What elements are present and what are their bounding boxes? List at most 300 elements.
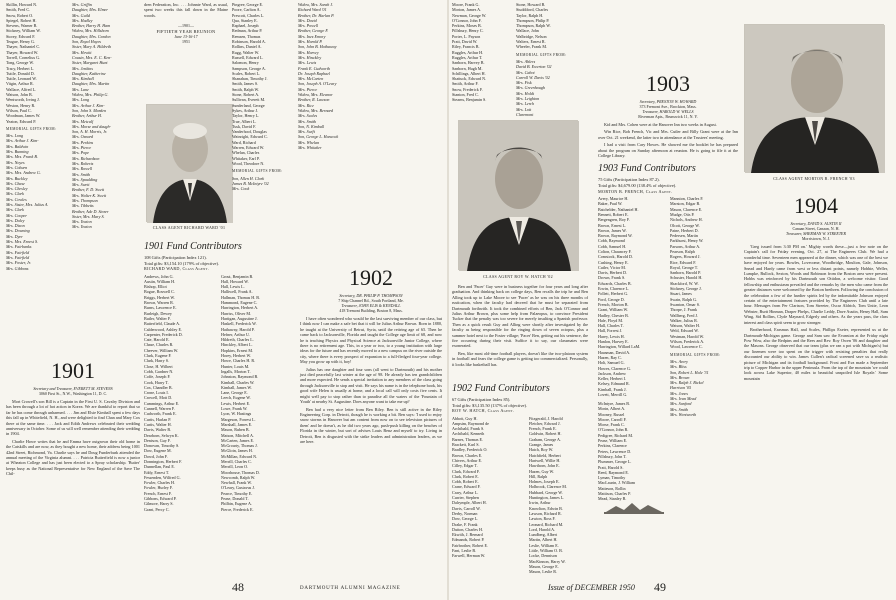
list-item: Ruggles, Arthur H. [452, 49, 484, 55]
list-item: Mrs. Noyes [6, 159, 25, 165]
list-item: Kimball, Frank J. [598, 386, 627, 392]
list-item: Mrs. David [298, 17, 317, 23]
list-item: Hale, Floyd M. [598, 317, 624, 323]
list-item: Barnes, Thomas E. [452, 436, 484, 442]
list-item: Hinckley, Albert L. [221, 342, 253, 348]
list-item: Follett, Herbert G. [598, 291, 629, 297]
list-item: Cheever, William W. [144, 347, 179, 353]
list-item: Stone, Robert A. [232, 92, 260, 98]
photo-caption-hatch: CLASS AGENT ROY W. HATCH '02 [483, 274, 553, 279]
list-item: Widow, Mrs. Hillsboro [72, 28, 110, 34]
list-item: McGroarty, Thomas J. [221, 443, 258, 449]
class-1901-news-paragraph: Mort Crowell's son Bill is a Captain in the First U. S. Cavalry Division and has been through a lot of hot action in Korea. We are thankful to report that so far he has come through unharmed. . . . Jim and Elsie Kimball spent a few days this fall up in Whitefield, N. H., and were delighted to find Chan and Mary Cox there at the same time. . . . Jack and Edith Andrews celebrated their wedding anniversary in October. Some of us will well remember attending their wedding in 1904. [6, 399, 140, 437]
list-item: Pearce, Timothy E. [221, 490, 253, 496]
list-item: Harrington, Herbert A. [221, 305, 259, 311]
list-item: Mrs. Clark [6, 207, 24, 213]
list-item: Mrs. Clark [6, 191, 24, 197]
class-1902-treasurer-address: 418 Tremont Building, Boston 8, Mass. [339, 308, 403, 313]
memorial-list [670, 359, 738, 417]
list-item: Hall, Forrest J. [598, 328, 623, 334]
list-item: Mrs. Hadley [72, 17, 93, 23]
list-item: Cunnell, Warren F. [144, 406, 175, 412]
list-item: Briggs, Herbert W. [144, 294, 175, 300]
left-col-1 [6, 2, 70, 271]
list-item: Mason, Ruben B. [221, 427, 250, 433]
list-item: Tuttle, Leonard W. [6, 76, 37, 82]
list-item: Remsen, Thomas [232, 33, 261, 39]
fund-list-column [221, 274, 294, 512]
list-item: Mrs. Cowles [6, 196, 27, 202]
list-item: Sanborn, Harvey B. [452, 60, 485, 66]
list-item: Walters, Ernest R. [516, 39, 546, 45]
list-item: Hopkins, Ernest M. [221, 347, 254, 353]
list-item: Colton, Chauncey F. [598, 249, 632, 254]
list-item: Son, Royal Hayes [72, 39, 101, 45]
fund-list-column [529, 416, 602, 575]
list-item: Scales, Robert L. [232, 70, 261, 76]
list-item: Close, H. Wilbert [144, 363, 173, 369]
list-item: Plummer, George L. [598, 459, 632, 465]
list-item: Brown, Ernest L. [598, 222, 627, 228]
list-item: Stickney, George J. [670, 286, 702, 292]
list-item: Daughter, Katherine [72, 70, 106, 76]
list-item: Ford, George D. [598, 296, 625, 302]
list-item: Cate, Harold E. [144, 337, 170, 343]
list-item: Torrell, Cornelius G. [6, 54, 41, 60]
list-item: Salomon, Henry [232, 60, 259, 66]
class-1902-secretary: Secretary, DR. PHILIP P. THOMPSON [339, 293, 403, 298]
list-item: Robinson, Harold A. [232, 39, 266, 45]
list-item: Widow, Mrs. Eleanor [298, 92, 333, 98]
fund-list-subcolumn [670, 196, 738, 350]
list-item: Frank E. Cudworth [298, 65, 330, 71]
list-item: Mrs. Wentworth [670, 411, 697, 417]
list-item: Edwards, Charles B. [598, 280, 632, 286]
list-item: Mrs. Hinckley [298, 54, 322, 60]
list-item: Mrs. Chase [6, 180, 25, 186]
class-1902-contributor-list [232, 2, 296, 166]
list-item: Smith, Ralph W. [232, 86, 260, 92]
reunion-year: 1951 [182, 39, 190, 45]
list-item: Carpenter, Frederick D. [144, 331, 183, 337]
list-item: Hathaway, Harold P. [221, 326, 255, 332]
list-item: Hazen, Ray C. [598, 354, 622, 360]
fund-list-column [598, 196, 666, 417]
photo-caption-french: CLASS AGENT MORTON B. FRENCH '03 [773, 176, 855, 181]
list-item: Mrs. Gibbons [6, 265, 29, 271]
class-1902-contributor-list [452, 2, 514, 103]
list-item: Vanderhoof, Douglas [232, 129, 267, 135]
list-item: Chivers, Arthur E. [452, 457, 483, 463]
list-item: Morton, James A. [452, 7, 482, 13]
list-item: Fessenden, Wilfred G. [144, 474, 181, 480]
list-item: Jackson, Andrew [598, 370, 626, 376]
list-item: True, Albert L. [232, 118, 257, 124]
list-item: Parkhurst, Henry W. [670, 238, 704, 244]
list-item: Thompson, Ralph W. [516, 23, 551, 29]
class-agent-ward-photo [146, 104, 232, 222]
photo-caption-ward: CLASS AGENT RICHARD WARD '01 [152, 225, 226, 230]
class-1902-column [300, 262, 442, 588]
class-1904-secretary: Secretary, DAVID S. AUSTIN II [790, 221, 842, 226]
list-item: Cummings, Arthur E. [144, 400, 180, 406]
class-1902-news-paragraph: Ben and 'Pacer' Guy were in business together for four years and long after graduation. And thinking back on college days, Ben recalls the trip he and Ben Alling took up to Lake Moore to see 'Pacer' as he was on his three months of rustication, when the faculty had decreed that he must be separated from Dartmouth forthwith. It took the combined efforts of Ben, Jack O'Connor and Julius Arthur Brown, plus some help from Palaeopus, to convince President Tucker that the penalty was too severe for merely insulting a Spanish professor. Then as a quick result Guy and Alling were shortly after investigated by the faculty as being responsible for the ringing down of seven octopus, plus a summer hotel next to the Foster village; 'Pacer' Ben, getting out his sentence, the fire occurring during their visit. Suffice it to say, our classmates were exonerated. [452, 284, 588, 349]
list-item: Hausman, David A. [598, 349, 631, 355]
memorial-list-continued [298, 2, 364, 150]
list-item: Thorpe, J. Frank [670, 307, 698, 313]
list-item: Brown, Raymond W. [598, 233, 633, 239]
list-item: Spiegel, Robert H. [6, 17, 37, 23]
list-item: Snow, Robert O. [6, 12, 34, 18]
list-item: Mrs. Mrs. Andrew G. [6, 170, 41, 176]
list-item: Thayer, Howard W. [6, 49, 39, 55]
page-number-left: 48 [232, 580, 244, 594]
list-item: Poore, Carlton A. [232, 7, 261, 13]
list-item: Holbrook, Clarence M. [529, 484, 567, 490]
list-item: Margeson, Forrest L. [221, 416, 256, 422]
list-item: Batchelder, Nathaniel H. [598, 206, 639, 212]
list-item: Warren, Edward W. [232, 145, 265, 151]
list-item: Philbin, Eugene A. [221, 501, 252, 507]
right-page [448, 0, 896, 600]
list-item: Mrs. Sister, Mrs. Julius A. [6, 201, 49, 207]
list-item: Leonard, Richard M. [529, 521, 564, 527]
list-item: Comstock, Harold D. [598, 254, 634, 260]
class-1903-news-paragraph: I had a visit from Cary Howes. He showed me the booklet he has prepared about the program on Sunday afternoon at reunion. He is going to file it at the College Library. [598, 142, 738, 159]
class-1904-address: Canaan Street, Canaan, N. H. [792, 226, 840, 231]
list-item: Fowler, Hurley F. [144, 485, 173, 491]
list-item: Shackford, W. W. [670, 280, 699, 286]
memorial-list [6, 133, 70, 271]
class-1901-column [6, 355, 140, 595]
fund-list-1901 [144, 274, 294, 512]
list-item: Carroll W. Davis '02 [516, 74, 550, 80]
list-item: Tracy, Herbert L. [6, 65, 35, 71]
list-item: Claremont [516, 111, 534, 117]
list-item: Matson, Mitchell A. [221, 432, 254, 438]
list-item: McMillan, Edward N. [221, 453, 258, 459]
fund-total-1903: Total gifts: $4,679.00 (138.4% of objective). [598, 183, 677, 189]
list-item: Son, N. Kimball [298, 123, 325, 129]
list-item: Bennett, Robert E. [598, 211, 629, 217]
list-item: Mrs. Cabot [516, 69, 535, 75]
list-item: Widow, Mrs. Sarah J. [298, 2, 334, 7]
list-item: Knowlton, Edwin B. [529, 505, 563, 511]
fund-list-column [452, 416, 525, 575]
fund-title-1902: 1902 Fund Contributors [452, 383, 550, 394]
class-agent-french-photo [744, 24, 884, 172]
list-item: Hall, Howard W. [221, 278, 249, 284]
list-item: Leech, Eugene W. [221, 395, 251, 401]
list-item: Snow, Frederick F. [452, 86, 483, 92]
list-item: Thompson, Philip P. [516, 17, 550, 23]
list-item: Grant, Percy C. [144, 506, 170, 512]
fund-list-column [670, 196, 738, 417]
list-item: Curtis, Walter H. [144, 421, 172, 427]
list-item: Dr. Joseph Raphael [298, 70, 331, 76]
list-item: Pearson, Ralph [670, 249, 695, 254]
list-item: Harrison '05 [670, 385, 692, 391]
list-item: Pease, William E. [598, 438, 628, 444]
list-item: Son, John B. Hathaway [298, 44, 337, 50]
list-item: Cobb, Robert E. [452, 479, 479, 485]
list-item: Bogue, Roswell C. [144, 289, 175, 295]
class-1904-column [744, 190, 888, 582]
list-item: Bishop, Elliot [144, 284, 167, 290]
list-item: Mrs. Metcalf [72, 118, 94, 124]
list-item: McGloin, James H. [221, 448, 253, 454]
class-1903-news-paragraph: Kid and Mrs. Cohen were at the Hanover Inn two weeks in August. [604, 122, 717, 127]
list-item: Matteson, Rollin [598, 485, 626, 491]
fund-stats-1901: 108 Gifts (Participation Index 121). [144, 255, 207, 260]
memorial-label: MEMORIAL GIFTS FROM: [670, 352, 721, 357]
list-item: Lundberg, Albert [529, 532, 558, 538]
list-item: Currier, Stephen [452, 495, 479, 501]
list-item: Harey, Lewis H. [598, 333, 625, 339]
list-item: Mrs. Ralph J. Bickel [670, 380, 704, 386]
list-item: David B. Ewerton '02 [516, 64, 552, 70]
list-item: Son, Joseph A. O'Leary [298, 81, 337, 87]
list-item: Mrs. Whelan [298, 139, 320, 145]
list-item: Mrs. Downing [6, 228, 30, 234]
list-item: Chase, Charles R. [144, 342, 174, 348]
list-item: Clark, Eugene F. [144, 353, 172, 359]
list-item: Stearns, Benjamin S. [452, 97, 487, 103]
fund-contributors-1902 [452, 378, 602, 584]
list-item: Calderwood, Ashley E. [144, 326, 182, 332]
list-item: Leslie, William E. [529, 542, 559, 548]
list-item: Davis, Walter B. [144, 427, 172, 433]
list-item: Perkins, Clarence [598, 443, 627, 449]
list-item: Whelan, Charles [232, 150, 260, 156]
list-item: Brother, R. Lawson [298, 97, 330, 103]
list-item: McIntyre, James B. [598, 401, 631, 406]
list-item: Wilson, Frederick A. [670, 339, 705, 345]
list-item: Mrs. Harvey [298, 49, 319, 55]
class-1903-secretary: Secretary, PRESTON W. HOWARD [639, 99, 697, 104]
list-item: Storey, Edward F. [6, 33, 36, 39]
list-item: Kelsey, Edmund R. [598, 381, 630, 387]
list-item: Taylor, Henry L. [232, 113, 260, 119]
list-item: Olcott, George W. [670, 222, 700, 228]
list-item: Mrs. Coburn [6, 164, 28, 170]
list-item: Brother, Arthur H. [72, 113, 103, 119]
list-item: Wood, Theodore N. [232, 160, 265, 166]
list-item: Daughter, Mrs. Martin [72, 81, 110, 87]
list-item: Tong, George W. [6, 60, 34, 66]
list-item: Sanborn, Hugh M. [452, 65, 483, 71]
list-item: Walbridge, Nelson [516, 33, 547, 39]
list-item: Mrs. Dyer [6, 233, 23, 239]
list-item: Kimball, James W. [221, 384, 252, 390]
class-1901-secretary: Secretary and Treasurer, EVERETT M. STEVENS [33, 386, 113, 391]
list-item: Mrs. Griffin [72, 2, 92, 7]
class-1902-contributor-list [516, 2, 580, 50]
class-1901-heading: 1901 [51, 358, 95, 383]
list-item: Mrs. Cooper [6, 212, 27, 218]
class-1904-treasurer: Treasurer, SHERMAN W. STREETER [786, 231, 846, 236]
class-1903-address: 373 Fremont Ave., Brockton, Mass. [639, 104, 697, 109]
list-item: Keller, Herbert I. [598, 376, 627, 382]
list-item: Rollins, Daniel A. [232, 44, 262, 50]
list-item: Rogers, Howard J. [670, 254, 701, 260]
list-item: Russell, Edward L. [232, 54, 264, 60]
list-item: Donovan, Timothy S. [144, 443, 180, 449]
list-item: Mrs. Swett [72, 182, 90, 188]
list-item: Hadley, Chester B. [598, 312, 629, 318]
list-item: Mrs. Morse and daugh- [72, 123, 111, 129]
list-item: Smith, Fred C. [6, 7, 31, 13]
list-item: Hill, Ralph [529, 473, 548, 479]
list-item: Avery, Maurice H. [598, 196, 629, 202]
list-item: Mrs. Lane [72, 86, 89, 92]
list-item: Mrs. Perkins [72, 139, 94, 145]
class-1902-column-continued [452, 284, 588, 376]
list-item: Ekwith, J. Bernard [452, 532, 483, 538]
class-1903-heading: 1903 [646, 71, 690, 96]
list-item: Mannion, Charles F. [670, 196, 704, 202]
list-item: Hunter, Louis M. [221, 363, 250, 369]
list-item: Tusk, David F. [232, 123, 257, 129]
list-item: Hefner, Arthur U. [221, 331, 250, 337]
list-item: Paine, Herbert D. [670, 227, 699, 233]
list-item: Rugg, Walter W. [232, 49, 260, 55]
list-item: Hall, Charles T. [598, 323, 624, 329]
memorial-label: MEMORIAL GIFTS FROM: [232, 169, 283, 174]
list-item: Cutler, Victor M. [598, 264, 626, 270]
list-item: Locke, Dennison [529, 553, 557, 559]
list-item: Wainright, Edward C. [232, 134, 268, 140]
class-1902-news-paragraph: Ben had a very nice letter from Ben Riley. Ben is still active in the Riley Engineering Corp. in Detroit, though he is working a bit. Ben says: 'I used to enjoy snow storms in Hanover but am content from now on to see television pictures of them' and he doesn't, as he did two years ago, push-push killing on the beaches of Florida in the winter, but sort of advises Louis Benz and myself to try. Living in Detroit, Ben is disgusted with the strike leaders and administration leaders, as we are here. [300, 406, 442, 444]
list-item: Howe, Charles H. R. [221, 358, 256, 364]
list-item: Bergengren, Roy F. [598, 217, 630, 223]
class-1901-contributor-list [6, 2, 70, 124]
class-1901-news-continued: dren Federation, Inc. . . . Johnnie Ward, as usual, spent two weeks this fall down in the Maine woods. [144, 2, 228, 18]
list-item: Sister, Mrs. Mary S. [72, 213, 105, 219]
list-item: Haskell, Frederick W. [221, 321, 257, 327]
list-item: Cilley, Edgar T. [452, 463, 478, 469]
list-item: Mrs. Oxnard [72, 134, 93, 140]
list-item: Johnston, Raymond B. [221, 374, 259, 380]
list-item: Lyman, Timothy [598, 475, 626, 481]
list-item: Mrs. Dixon [6, 223, 25, 229]
list-item: Martin, Albert H. [529, 537, 558, 543]
list-item: Mrs. Powell [298, 23, 319, 29]
list-item: Mrs. Avery [670, 358, 688, 364]
list-item: Mrs. Walter K. Swett [72, 192, 107, 198]
list-item: Walker, Julius R. [670, 317, 698, 323]
list-item: Cox, Chandler B. [144, 384, 173, 390]
class-1902-news-paragraph: Julius has one daughter and four sons (all went to Dartmouth) and his mother just died peacefully last winter at the age of 98. He already has ten grandchildren and more expected. He sends a special invitation to any members of the class going through Jacksonville to stop and visit. He says his name is in the telephone book, his good wife Helen is usually at home, and a local call will only costs five cents. It might well pay to stop rather than to paradise all the waters of the 'Fountain of Youth' at nearby St. Augustine. Does anyone want to take me up? [300, 366, 442, 405]
list-item: Fairbrother, Robert E. [452, 542, 488, 548]
list-item: Moore, Carroll F. [598, 416, 627, 422]
list-item: Stevens, Warner B. [6, 23, 38, 29]
list-item: Grout, Benjamin B. [221, 273, 254, 279]
list-item: Graham, George A. [529, 436, 561, 442]
list-item: Perkins, Moses B. [452, 23, 482, 29]
list-item: Mrs. Lewis [298, 60, 317, 66]
list-item: Mrs. Mrs. Frank B. [6, 154, 38, 160]
list-item: Son, Allen H. Clark [232, 175, 265, 181]
list-item: Andrews, John G. [144, 273, 174, 279]
list-item: O'Connor, John F. [452, 17, 482, 23]
list-item: Lord, Harold A. [529, 526, 556, 532]
list-item: Hallman, Thomas H. B. [221, 294, 261, 300]
list-item: Mrs. Swift [298, 129, 315, 135]
list-item: Widow, Mrs. Philip G. [72, 92, 109, 98]
list-item: Stickney, William W. [6, 28, 41, 34]
list-item: Vitgin, Arthur R. [6, 81, 34, 87]
list-item: Ruggles, Arthur T. [452, 54, 483, 60]
list-item: Mrs. Holdt [516, 90, 534, 96]
list-item: Lewis, Herbert E. [221, 400, 251, 406]
list-item: Wilson, Paul C. [6, 107, 32, 113]
list-item: Pease, Donald T. [221, 496, 249, 502]
list-item: Mrs. Greenhough [516, 85, 545, 91]
list-item: Clark, Edward F. [452, 468, 480, 474]
list-item: Fletcher, Edward J. [529, 420, 561, 426]
list-item: Butler, Walter F. [144, 315, 171, 321]
list-item: James B. McIntyre '02 [232, 180, 269, 186]
list-item: Hartigan, Augustine J. [221, 315, 258, 321]
list-item: Ingalls, Morton T. [221, 368, 251, 374]
page-number-right: 49 [654, 580, 666, 594]
list-item: Moorhouse, Thomas D. [221, 469, 260, 475]
portrait-image [147, 105, 233, 223]
list-item: Howes, Clarence G. [598, 365, 631, 371]
list-item: Lowe, Frank W. [221, 406, 248, 412]
list-item: Pratt, David W. [452, 39, 478, 45]
list-item: Teague, Henry G. [6, 39, 36, 45]
fund-list-column [144, 274, 217, 512]
memorial-list [232, 176, 296, 192]
list-item: Hubbard, George W. [529, 489, 563, 495]
list-item: French, Morton B. [598, 301, 629, 307]
list-item: Watson, John B. [6, 92, 33, 98]
list-item: Huntington, James L. [529, 495, 565, 501]
list-item: Merrill, Leon O. [221, 464, 249, 470]
list-item: Cobb, Samuel H. [598, 243, 627, 249]
list-item: Whitaker, Earl P. [232, 155, 260, 161]
list-item: Wallace, Alfred L. [6, 86, 37, 92]
list-item: Prescott, Charles L. [232, 12, 265, 18]
list-item: Hatch, Roy W. [529, 447, 554, 453]
list-item: Eddy, Ernest T. [144, 469, 170, 475]
list-item: Mrs. Fairfield [6, 249, 30, 255]
list-item: Mrs. Brown [670, 374, 690, 380]
list-item: Mrs. Thompson [72, 197, 98, 203]
list-item: Pedersen, Martin [670, 233, 698, 239]
fund-agent-1901: RICHARD WARD, Class Agent. [144, 266, 210, 272]
list-item: Watson, Walter H. [670, 323, 700, 329]
list-item: Harrington, Willard LaM. [598, 344, 641, 350]
reunion-divider: —1901— [178, 23, 194, 29]
list-item: Sister, Margaret Hunt [72, 60, 108, 66]
list-item: Mattison, Charles P. [598, 491, 631, 497]
list-item: Cook, Harry T. [144, 379, 169, 385]
list-item: Son, A. H. Morris, Jr. [72, 129, 108, 135]
class-1902-treasurer: Treasurer, JOHN ELIS & KENDALL [341, 303, 401, 308]
class-1903-treasurer-address: Riverman Apts., Brunswick 11, N. Y. [638, 114, 698, 119]
list-item: Harriss, Oliver M. [221, 310, 252, 316]
list-item: Brother, George F. [298, 28, 329, 34]
class-1904-news-paragraph: Brotherhood, Erasmus Hall, and Scales, Phillips Exeter, represented us at the Dartmouth-Michigan game. George and Sam saw the Evanston at the Friday night Pow Wow, also the Redpins and the Rees and Rev. Roy Owen '06 and daughter and the Masons. George observed that our team (plus we ran a pot with Michigan's) but our linemen were too spent on the trigger with resisting penalties that really discounted our ability to win. James Cullen's radical screened save us a realistic picture of Michigan and its football background. Frost and Eva made a September trip to Copper Harbor in the upper Peninsula. From the top of the mountain 'we could look across Lake Superior, 40 miles to beautiful unspoiled Isle Royale.' Some mountain [744, 327, 888, 381]
list-item: Wallace, John [516, 28, 539, 34]
list-item: Weston, Henry R. [6, 102, 36, 108]
list-item: Mrs. McCarten [298, 76, 324, 82]
list-item: Holmes, Joseph E. [529, 479, 560, 485]
list-item: Drake, F. Frank [452, 521, 478, 527]
